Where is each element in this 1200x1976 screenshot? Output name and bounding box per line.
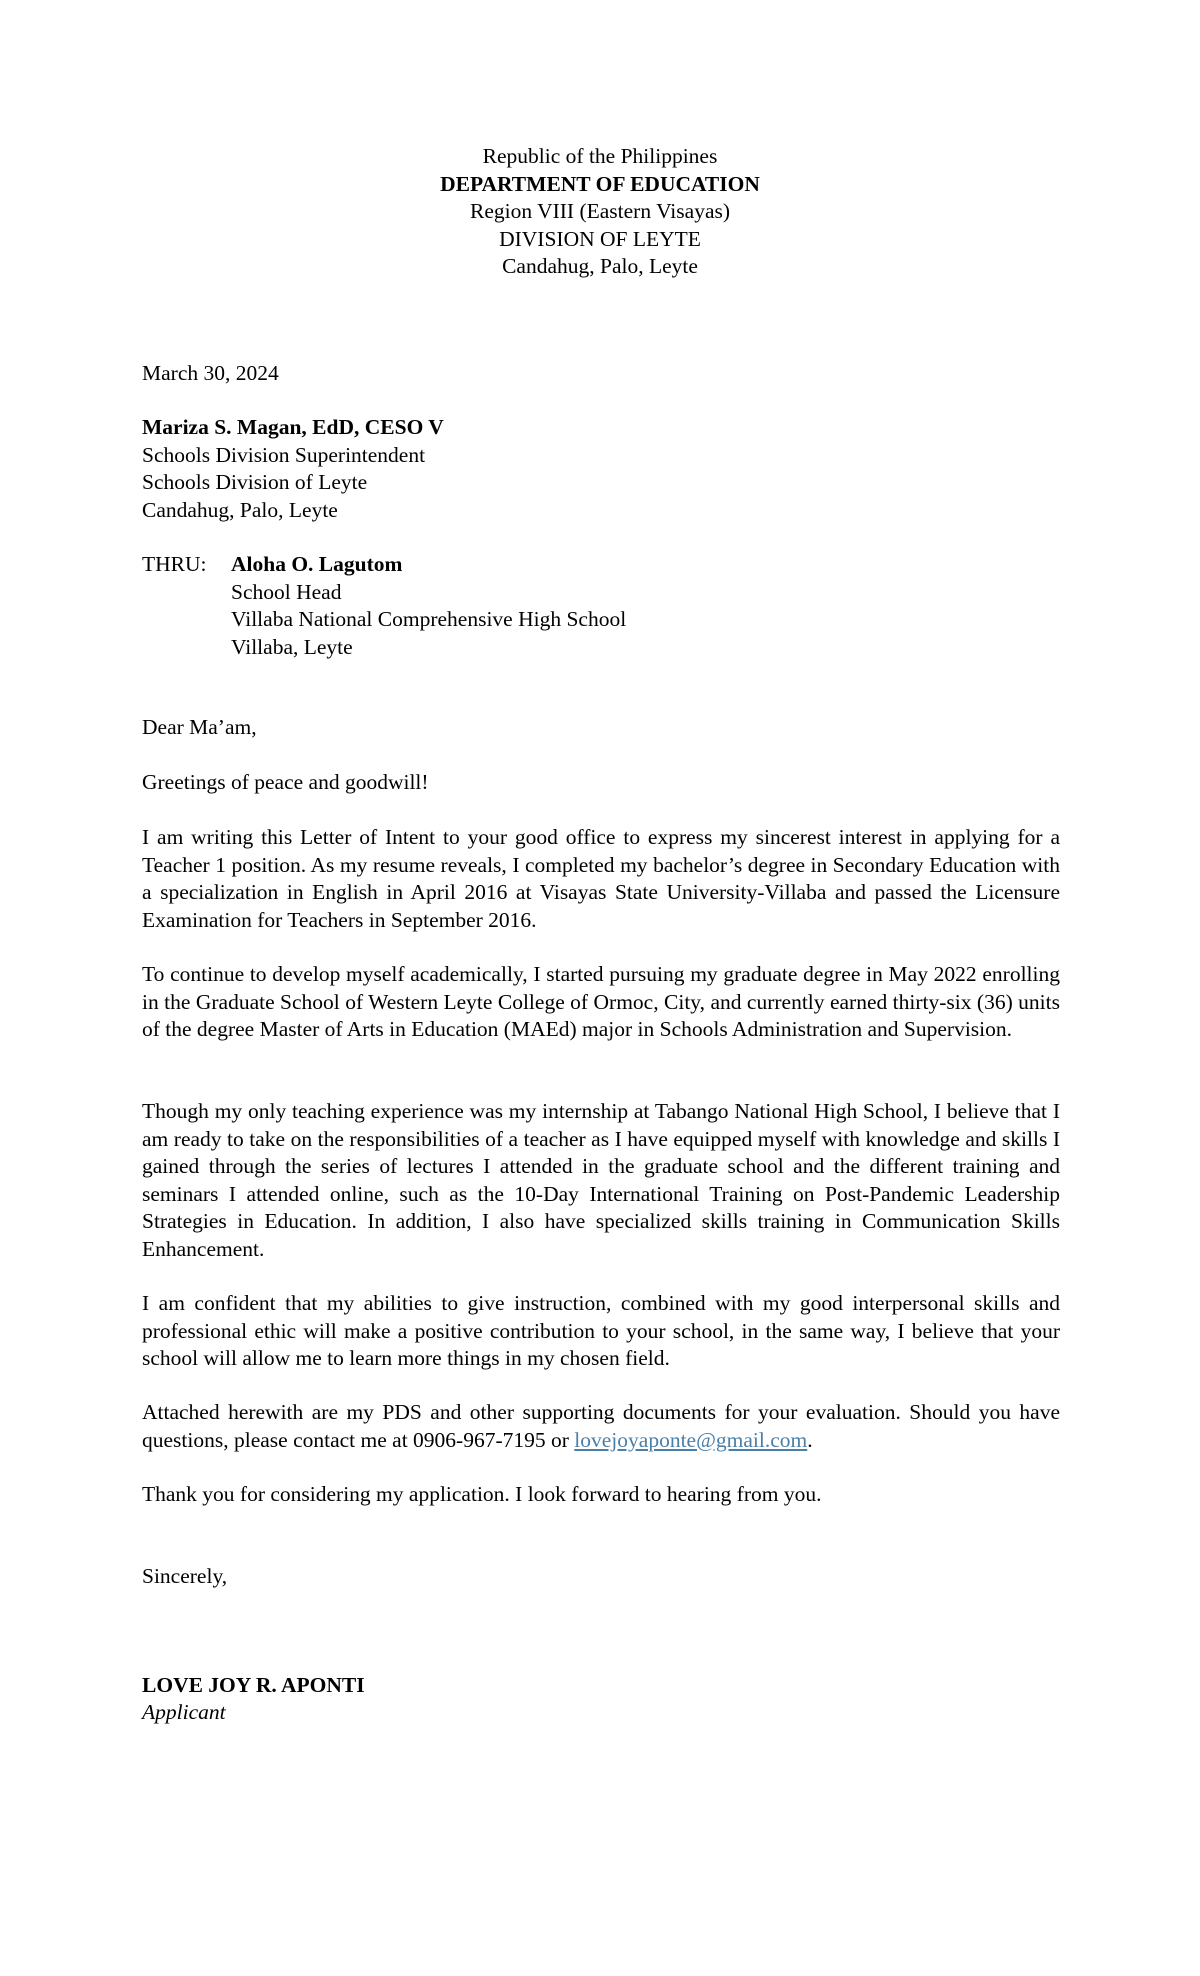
contact-period: . xyxy=(807,1427,813,1452)
thru-name: Aloha O. Lagutom xyxy=(231,552,403,576)
recipient-address: Candahug, Palo, Leyte xyxy=(142,497,338,522)
thru-label: THRU: xyxy=(142,552,207,576)
body-paragraph-intent: I am writing this Letter of Intent to your good office to express my sincerest interest in applying for a Teacher 1 position. As my resume reveals, I completed my bachelor’s degree in Secondary Education with a specialization in English in April 2016 at Visayas State University-Villaba and passed the Licensure Examination for Teachers in September 2016. xyxy=(142,825,1060,932)
salutation: Dear Ma’am, xyxy=(142,715,257,739)
signer-name: LOVE JOY R. APONTI xyxy=(142,1673,365,1697)
closing: Sincerely, xyxy=(142,1564,228,1588)
signer-role: Applicant xyxy=(142,1700,226,1724)
recipient-block xyxy=(142,414,1060,524)
body-paragraph-thanks: Thank you for considering my application. I look forward to hearing from you. xyxy=(142,1482,822,1506)
letterhead-department: DEPARTMENT OF EDUCATION xyxy=(440,171,760,196)
thru-school: Villaba National Comprehensive High School xyxy=(231,607,627,631)
greeting: Greetings of peace and goodwill! xyxy=(142,770,429,794)
thru-address: Villaba, Leyte xyxy=(231,634,353,659)
thru-block xyxy=(142,551,1060,661)
body-paragraph-contact xyxy=(142,1399,1060,1454)
body-paragraph-graduate-studies: To continue to develop myself academically, I started pursuing my graduate degree in May 2022 enrolling in the Graduate School of Western Leyte College of Ormoc, City, and currently earned thirty-six (36) units of the degree Master of Arts in Education (MAEd) major in Schools Administration and Supervision. xyxy=(142,962,1060,1041)
thru-title: School Head xyxy=(231,579,342,604)
letterhead-division: DIVISION OF LEYTE xyxy=(499,226,701,251)
body-paragraph-experience: Though my only teaching experience was my internship at Tabango National High School, I believe that I am ready to take on the responsibilities of a teacher as I have equipped myself with knowledge and skills I gained through the series of lectures I attended in the graduate school and the different training and seminars I attended online, such as the 10-Day International Training on Post-Pandemic Leadership Strategies in Education. In addition, I also have specialized skills training in Communication Skills Enhancement. xyxy=(142,1099,1060,1261)
recipient-name: Mariza S. Magan, EdD, CESO V xyxy=(142,415,444,439)
letterhead xyxy=(0,143,1200,281)
recipient-title: Schools Division Superintendent xyxy=(142,442,426,467)
letterhead-republic: Republic of the Philippines xyxy=(482,144,718,168)
letterhead-address: Candahug, Palo, Leyte xyxy=(502,254,698,278)
letter-date: March 30, 2024 xyxy=(142,361,279,385)
thru-details xyxy=(231,551,626,661)
email-link[interactable]: lovejoyaponte@gmail.com xyxy=(574,1427,808,1452)
contact-text: Attached herewith are my PDS and other supporting documents for your evaluation. Should you have questions, please contact me at 0906-967-7195 or xyxy=(142,1400,1060,1452)
body-paragraph-confidence: I am confident that my abilities to give instruction, combined with my good interpersonal skills and professional ethic will make a positive contribution to your school, in the same way, I believe that your school will allow me to learn more things in my chosen field. xyxy=(142,1291,1060,1370)
letterhead-region: Region VIII (Eastern Visayas) xyxy=(469,199,731,223)
recipient-office: Schools Division of Leyte xyxy=(142,470,368,494)
